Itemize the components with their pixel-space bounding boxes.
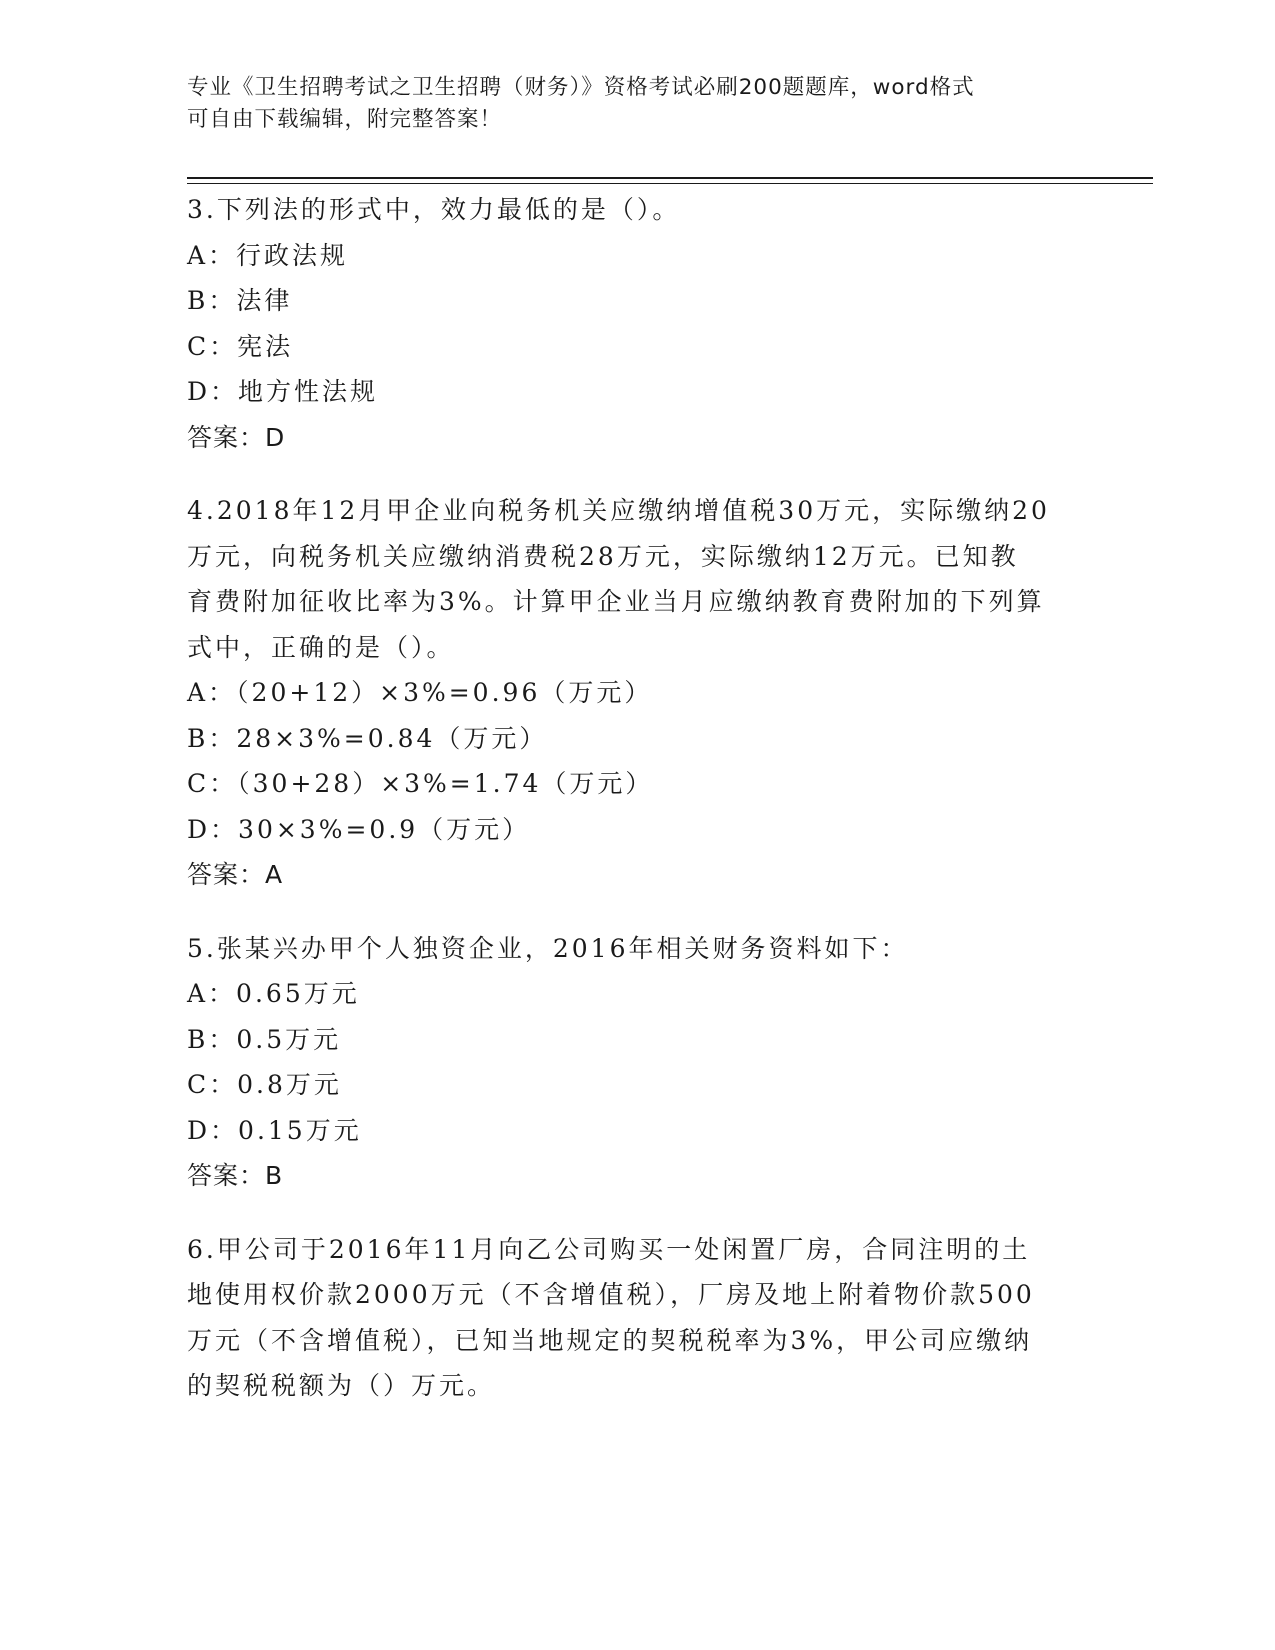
stem-line: 4.2018年12月甲企业向税务机关应缴纳增值税30万元，实际缴纳20 [187, 496, 1050, 525]
document-header [187, 72, 1067, 136]
option-d: D：30×3%=0.9（万元） [187, 814, 531, 844]
answer-line: 答案：D [187, 422, 286, 452]
question-stem [187, 187, 1067, 233]
option-b: B：0.5万元 [187, 1024, 342, 1054]
option-a: A：行政法规 [187, 240, 349, 270]
option-c: C：（30+28）×3%=1.74（万元） [187, 769, 654, 798]
option-b: B：法律 [187, 286, 293, 315]
stem-line: 的契税税额为（）万元。 [187, 1371, 496, 1400]
question-3 [187, 187, 1087, 460]
header-divider-thin [187, 183, 1153, 184]
question-4 [187, 488, 1087, 898]
question-list [187, 187, 1087, 1437]
question-stem [187, 926, 1067, 972]
answer-line: 答案：A [187, 860, 284, 889]
option-c: C：0.8万元 [187, 1070, 342, 1099]
question-stem [187, 1227, 1067, 1409]
header-divider-thick [187, 177, 1153, 179]
option-b: B：28×3%=0.84（万元） [187, 723, 548, 753]
stem-line: 育费附加征收比率为3%。计算甲企业当月应缴纳教育费附加的下列算 [187, 587, 1045, 616]
question-6 [187, 1227, 1087, 1409]
stem-line: 万元（不含增值税），已知当地规定的契税税率为3%，甲公司应缴纳 [187, 1325, 1033, 1355]
header-line-1: 专业《卫生招聘考试之卫生招聘（财务）》资格考试必刷200题题库，word格式 [187, 75, 975, 100]
question-5 [187, 926, 1087, 1199]
option-a: A：（20+12）×3%=0.96（万元） [187, 678, 653, 707]
option-c: C：宪法 [187, 331, 294, 361]
stem-line: 地使用权价款2000万元（不含增值税），厂房及地上附着物价款500 [187, 1280, 1035, 1309]
answer-line: 答案：B [187, 1161, 284, 1190]
option-a: A：0.65万元 [187, 979, 360, 1008]
option-d: D：0.15万元 [187, 1115, 362, 1145]
option-d: D：地方性法规 [187, 377, 379, 406]
stem-line: 万元，向税务机关应缴纳消费税28万元，实际缴纳12万元。已知教 [187, 541, 1019, 571]
stem-line: 式中，正确的是（）。 [187, 632, 455, 662]
stem-line: 3.下列法的形式中，效力最低的是（）。 [187, 195, 681, 224]
header-line-2: 可自由下载编辑，附完整答案！ [187, 107, 503, 132]
stem-line: 6.甲公司于2016年11月向乙公司购买一处闲置厂房，合同注明的土 [187, 1234, 1031, 1264]
question-stem [187, 488, 1067, 670]
stem-line: 5.张某兴办甲个人独资企业，2016年相关财务资料如下： [187, 933, 909, 963]
